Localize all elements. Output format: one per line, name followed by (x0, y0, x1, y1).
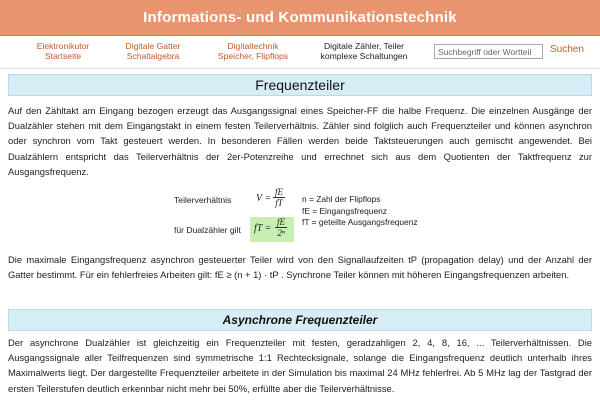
nav-item-sublabel: Schaltalgebra (126, 51, 180, 61)
page-title: Frequenzteiler (8, 74, 592, 96)
async-paragraph: Der asynchrone Dualzähler ist gleichzeitig ein Frequenzteiler mit festen, geradzahligen 2, 4, 8, 16, ... Teilerverhältnissen. Die Ausgangssignale aller Teilfrequenzen sind symmetrische 1:1 Rechtecksignale, solange die Eingangsfrequenz deutlich unterhalb ihres Maximalwerts liegt. Der dargestellte Frequenzteiler arbeitete in der Simulation bis maximal 24 MHz fehlerfrei. Ab 5 MHz lag der Tastgrad der ersten Teilerstufen deutlich erkennbar nicht mehr bei 50%, erfüllte aber die Teilerverhältnisse. (8, 337, 592, 394)
nav-item-sublabel: komplexe Schaltungen (320, 51, 408, 61)
search-input[interactable] (434, 44, 543, 59)
search-button[interactable]: Suchen (550, 44, 584, 55)
nav-item-label: Elektronikutor (36, 41, 90, 51)
fraction-numerator: fE (277, 217, 285, 227)
formula-legend (302, 194, 418, 229)
legend-line-ft: fT = geteilte Ausgangsfrequenz (302, 217, 418, 227)
formula-block (170, 184, 430, 244)
formula-label-ratio: Teilerverhältnis (174, 195, 232, 205)
nav-item-home[interactable] (18, 41, 108, 61)
nav-item-label: Digitaltechnik (227, 41, 279, 51)
formula-ft-symbol: fT = (254, 223, 272, 234)
top-navigation (0, 36, 600, 69)
site-header (0, 0, 600, 36)
max-frequency-paragraph: Die maximale Eingangsfrequenz asynchron gesteuerter Teiler wird von den Signallaufzeiten tP (propagation delay) und der Anzahl der Gatter bestimmt. Für ein fehlerfreies Arbeiten gilt: fE ≥ (n + 1) · tP . Synchrone Teiler können mit höheren Eingangsfrequenzen arbeiten. (8, 254, 592, 281)
nav-item-label: Digitale Gatter (125, 41, 181, 51)
formula-ratio-fraction (273, 187, 285, 208)
fraction-denominator: fT (275, 198, 283, 208)
legend-line-fe: fE = Eingangsfrequenz (302, 205, 387, 216)
formula-v-symbol: V = (256, 193, 272, 204)
nav-item-flipflops[interactable] (198, 41, 308, 61)
section-heading-async: Asynchrone Frequenzteiler (8, 309, 592, 331)
nav-item-sublabel: Startseite (44, 51, 82, 61)
intro-paragraph: Auf den Zähltakt am Eingang bezogen erzeugt das Ausgangssignal eines Speicher-FF die halbe Frequenz. Die einzelnen Ausgänge der Dualzähler stehen mit dem Eingangstakt in einem festen Teilerverhältnis. Zähler sind folglich auch Frequenzteiler und können asynchron oder synchron vom Takt gesteuert werden. In besonderen Fällen werden beide Taktsteuerungen auch gemischt angewendet. Bei Dualzählern entspricht das Teilerverhältnis der 2er-Potenzreihe und errechnet sich aus dem Quotienten der Taktfrequenz zur Ausgangsfrequenz. (8, 105, 592, 177)
nav-item-label: Digitale Zähler, Teiler (323, 41, 405, 51)
nav-item-counters[interactable] (308, 41, 420, 61)
nav-item-sublabel: Speicher, Flipflops (217, 51, 289, 61)
site-title: Informations- und Kommunikationstechnik (143, 9, 457, 26)
formula-dual-fraction (275, 217, 287, 238)
fraction-numerator: fE (275, 187, 283, 197)
legend-line-n: n = Zahl der Flipflops (302, 194, 381, 204)
formula-label-dual: für Dualzähler gilt (174, 225, 241, 235)
fraction-denominator: 2ⁿ (277, 228, 285, 238)
nav-item-gates[interactable] (108, 41, 198, 61)
